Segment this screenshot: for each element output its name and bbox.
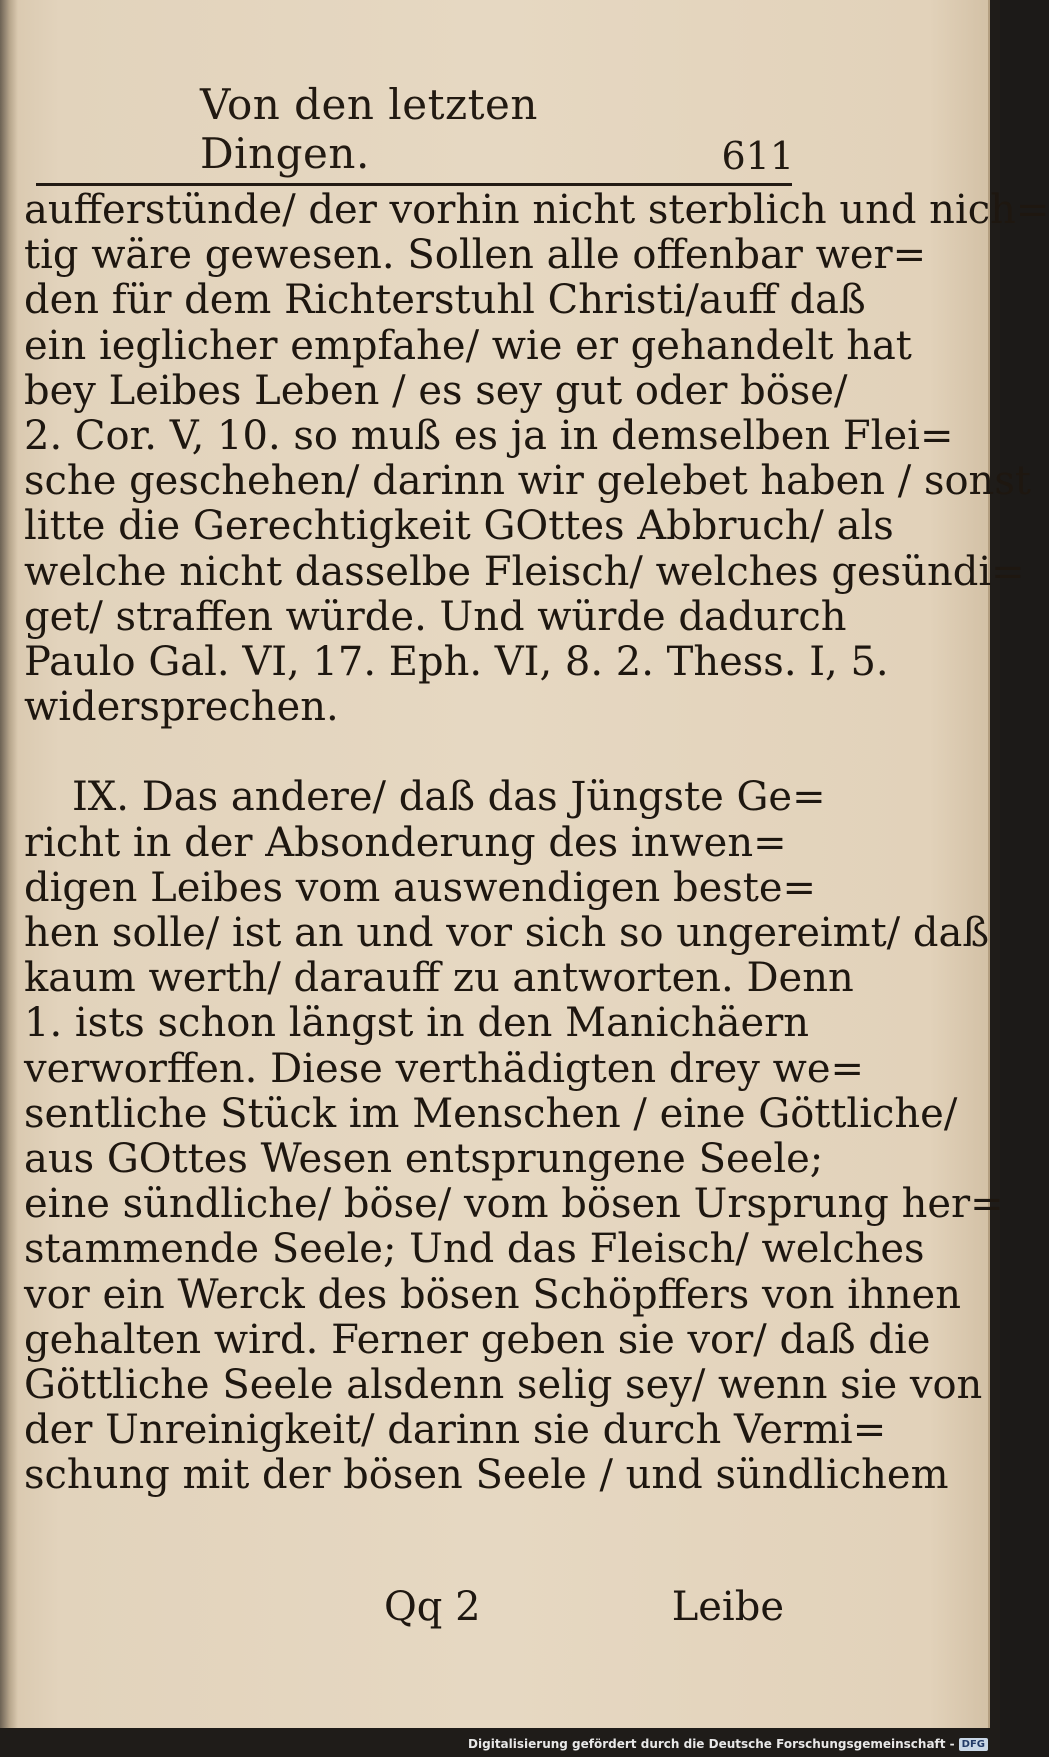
text-line: litte die Gerechtigkeit GOttes Abbruch/ als xyxy=(24,503,894,550)
text-line: hen solle/ ist an und vor sich so ungereimt/ daß xyxy=(24,910,990,956)
text-line: ein ieglicher empfahe/ wie er gehandelt hat xyxy=(24,322,912,369)
text-line: vor ein Werck des bösen Schöpffers von ihnen xyxy=(24,1271,961,1318)
text-line: schung mit der bösen Seele / und sündlichem xyxy=(24,1452,949,1499)
credit-text: Digitalisierung gefördert durch die Deutsche Forschungsgemeinschaft - xyxy=(468,1737,955,1751)
text-line: 2. Cor. V, 10. so muß es ja in demselben Flei= xyxy=(24,412,954,459)
text-line: welche nicht dasselbe Fleisch/ welches gesündi= xyxy=(24,548,1025,595)
text-line: gehalten wird. Ferner geben sie vor/ daß die xyxy=(24,1316,931,1363)
text-line: sentliche Stück im Menschen / eine Göttliche/ xyxy=(24,1090,958,1137)
dfg-logo: DFG xyxy=(959,1738,988,1751)
printer-signature: Qq 2 xyxy=(384,1584,481,1630)
text-line: widersprechen. xyxy=(24,684,339,731)
text-line: richt in der Absonderung des inwen= xyxy=(24,819,787,866)
text-line: get/ straffen würde. Und würde dadurch xyxy=(24,593,847,640)
digitization-credit xyxy=(468,1733,988,1755)
running-title: Von den letzten Dingen. xyxy=(200,80,538,178)
text-line: tig wäre gewesen. Sollen alle offenbar wer= xyxy=(24,232,927,279)
text-line: den für dem Richterstuhl Christi/auff daß xyxy=(24,277,866,324)
text-line: digen Leibes vom auswendigen beste= xyxy=(24,864,817,911)
text-line: kaum werth/ darauff zu antworten. Denn xyxy=(24,955,854,1002)
signature-line xyxy=(24,1584,784,1634)
text-line: eine sündliche/ böse/ vom bösen Ursprung her= xyxy=(24,1181,1004,1228)
text-line: verworffen. Diese verthädigten drey we= xyxy=(24,1045,864,1092)
paragraph-break xyxy=(24,730,794,775)
catchword: Leibe xyxy=(671,1584,784,1630)
text-line: aus GOttes Wesen entsprungene Seele; xyxy=(24,1135,824,1182)
page-number: 611 xyxy=(721,134,794,178)
text-line: IX. Das andere/ daß das Jüngste Ge= xyxy=(72,774,826,821)
header-rule xyxy=(36,183,792,186)
text-line: bey Leibes Leben / es sey gut oder böse/ xyxy=(24,367,848,414)
body-text xyxy=(24,187,1049,1499)
text-line: sche geschehen/ darinn wir gelebet haben / sonst xyxy=(24,458,1031,505)
text-line: der Unreinigkeit/ darinn sie durch Vermi= xyxy=(24,1407,887,1454)
text-line: Göttliche Seele alsdenn selig sey/ wenn sie von xyxy=(24,1361,983,1408)
text-line: Paulo Gal. VI, 17. Eph. VI, 8. 2. Thess. I, 5. xyxy=(24,638,889,685)
text-line: stammende Seele; Und das Fleisch/ welches xyxy=(24,1226,925,1273)
text-line: 1. ists schon längst in den Manichäern xyxy=(24,1000,810,1047)
text-line: aufferstünde/ der vorhin nicht sterblich und nich= xyxy=(24,187,1049,233)
page-header xyxy=(200,80,800,178)
